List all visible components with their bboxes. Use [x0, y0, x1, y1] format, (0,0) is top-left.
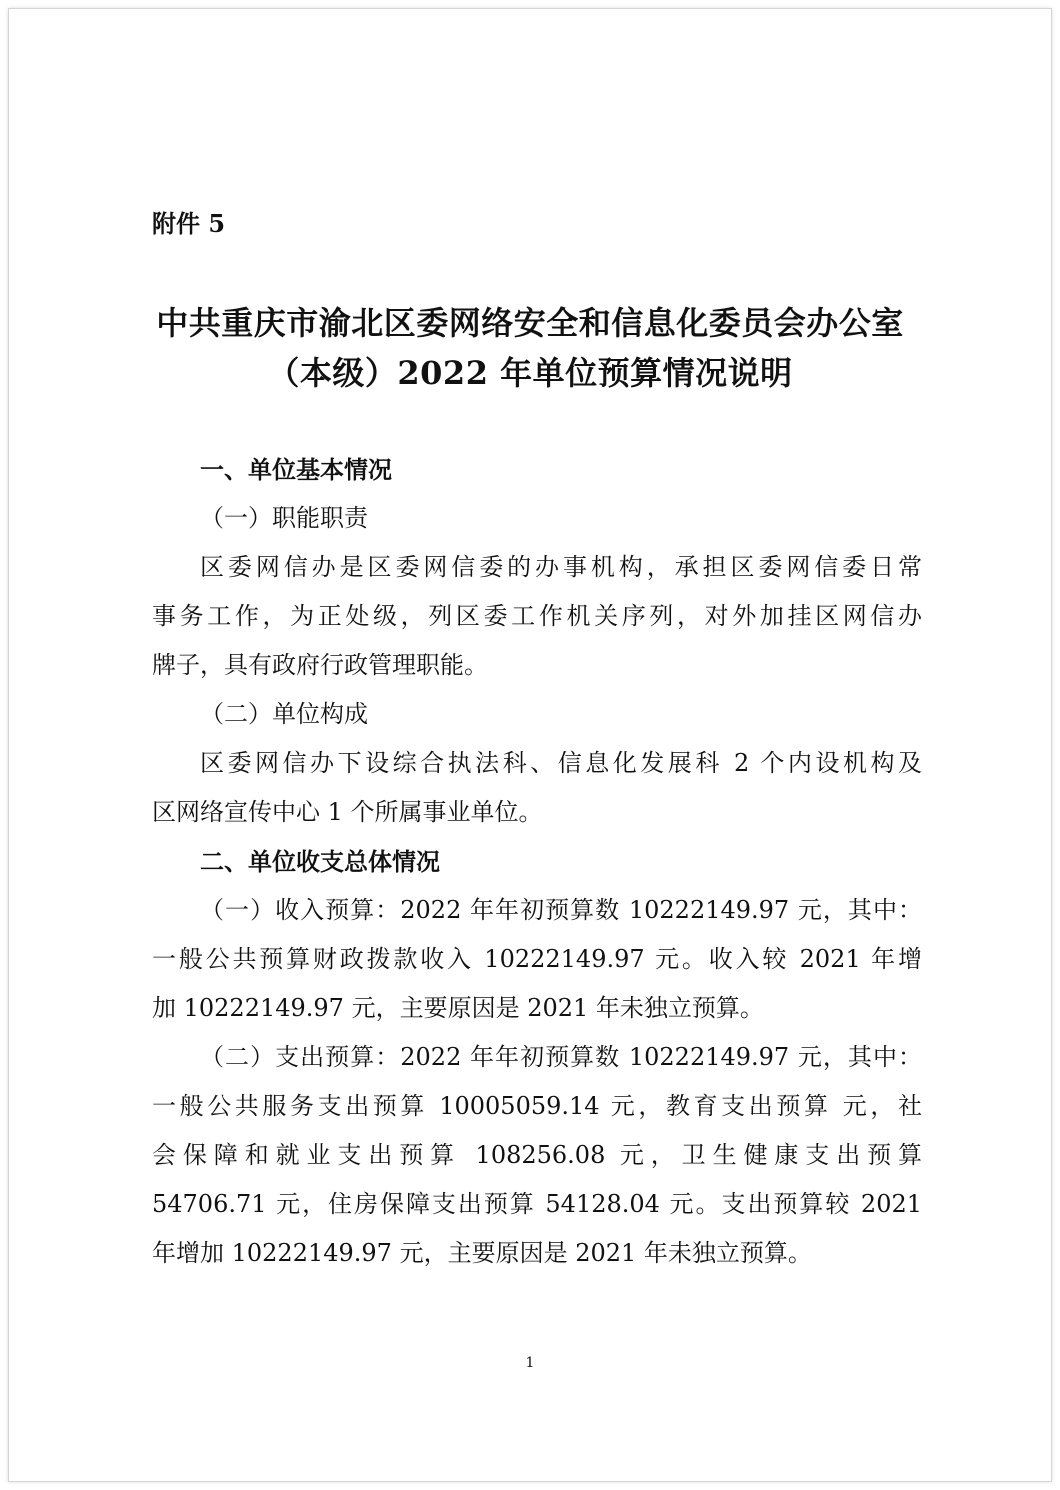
paragraph-line: （一）收入预算：2022 年年初预算数 10222149.97 元，其中： — [200, 896, 922, 924]
paragraph-line: 区委网信办是区委网信委的办事机构，承担区委网信委日常 — [200, 553, 922, 581]
section-revenue-expenditure — [152, 837, 922, 1278]
document-title-line-1: 中共重庆市渝北区委网络安全和信息化委员会办公室 — [156, 304, 904, 342]
paragraph-line: 54706.71 元，住房保障支出预算 54128.04 元。支出预算较 2021 — [152, 1190, 922, 1218]
page-number: 1 — [525, 1355, 535, 1371]
subsection-heading-composition: （二）单位构成 — [200, 700, 368, 728]
paragraph-line: 加 10222149.97 元，主要原因是 2021 年未独立预算。 — [152, 994, 764, 1022]
section-heading-basic-info: 一、单位基本情况 — [200, 455, 392, 484]
paragraph-line: 一般公共预算财政拨款收入 10222149.97 元。收入较 2021 年增 — [152, 945, 922, 973]
paragraph-line: 年增加 10222149.97 元，主要原因是 2021 年未独立预算。 — [152, 1239, 812, 1267]
paragraph-line: 区委网信办下设综合执法科、信息化发展科 2 个内设机构及 — [200, 749, 922, 777]
paragraph-line: 区网络宣传中心 1 个所属事业单位。 — [152, 798, 543, 826]
paragraph-line: 牌子，具有政府行政管理职能。 — [152, 651, 488, 679]
paragraph-line: （二）支出预算：2022 年年初预算数 10222149.97 元，其中： — [200, 1043, 922, 1071]
attachment-label: 附件 5 — [152, 209, 226, 238]
paragraph-line: 会保障和就业支出预算 108256.08 元，卫生健康支出预算 — [152, 1141, 922, 1169]
paragraph-line: 一般公共服务支出预算 10005059.14 元，教育支出预算 元，社 — [152, 1092, 922, 1120]
section-basic-info — [152, 445, 922, 837]
document-title-line-2: （本级）2022 年单位预算情况说明 — [267, 354, 793, 392]
subsection-heading-functions: （一）职能职责 — [200, 504, 368, 532]
section-heading-revenue-expenditure: 二、单位收支总体情况 — [200, 847, 440, 876]
paragraph-line: 事务工作，为正处级，列区委工作机关序列，对外加挂区网信办 — [152, 602, 922, 630]
